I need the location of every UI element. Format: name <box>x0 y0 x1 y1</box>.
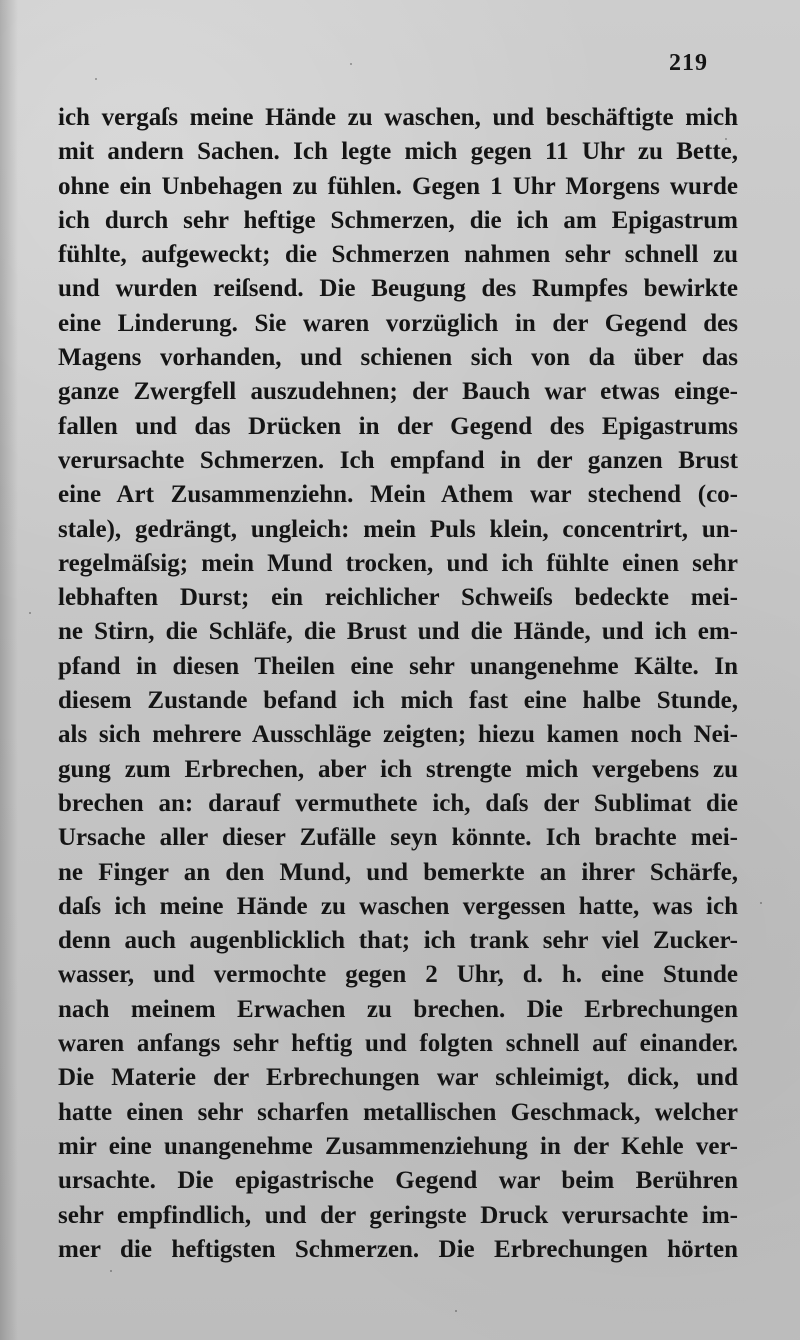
text-line: ganze Zwergfell auszudehnen; der Bauch war etwas einge- <box>58 378 738 406</box>
text-line: brechen an: darauf vermuthete ich, daſs der Sublimat die <box>58 789 738 817</box>
text-line: ne Finger an den Mund, und bemerkte an ihrer Schärfe, <box>58 858 738 886</box>
text-line: ne Stirn, die Schläfe, die Brust und die Hände, und ich em- <box>58 618 738 646</box>
text-line: ohne ein Unbehagen zu fühlen. Gegen 1 Uhr Morgens wurde <box>58 172 738 200</box>
text-line: Ursache aller dieser Zufälle seyn könnte. Ich brachte mei- <box>58 824 738 852</box>
text-line: wasser, und vermochte gegen 2 Uhr, d. h. eine Stunde <box>58 961 738 989</box>
text-line: pfand in diesen Theilen eine sehr unangenehme Kälte. In <box>58 652 738 680</box>
paper-speck <box>725 138 727 140</box>
text-line: nach meinem Erwachen zu brechen. Die Erbrechungen <box>58 995 738 1023</box>
text-line: ich durch sehr heftige Schmerzen, die ich am Epigastrum <box>58 206 738 234</box>
text-line: als sich mehrere Ausschläge zeigten; hiezu kamen noch Nei- <box>58 721 738 749</box>
text-line: sehr empfindlich, und der geringste Druck verursachte im- <box>58 1201 738 1229</box>
text-line: ich vergaſs meine Hände zu waschen, und beschäftigte mich <box>58 104 738 131</box>
text-line: fallen und das Drücken in der Gegend des Epigastrums <box>58 412 738 440</box>
text-line: waren anfangs sehr heftig und folgten schnell auf einander. <box>58 1030 738 1058</box>
text-line: daſs ich meine Hände zu waschen vergessen hatte, was ich <box>58 892 738 920</box>
text-line: diesem Zustande befand ich mich fast eine halbe Stunde, <box>58 687 738 715</box>
text-line: mer die heftigsten Schmerzen. Die Erbrechungen hörten <box>58 1235 738 1263</box>
text-line: mit andern Sachen. Ich legte mich gegen 11 Uhr zu Bette, <box>58 138 738 166</box>
paper-speck <box>110 1270 112 1272</box>
text-line: Magens vorhanden, und schienen sich von da über das <box>58 344 738 372</box>
paper-speck <box>350 63 352 65</box>
page-number: 219 <box>669 50 708 76</box>
paper-speck <box>29 612 31 614</box>
paper-speck <box>455 1310 457 1312</box>
page-edge-shadow <box>0 0 18 1340</box>
body-text <box>58 101 738 1267</box>
paper-speck <box>760 902 762 904</box>
text-line: verursachte Schmerzen. Ich empfand in der ganzen Brust <box>58 446 738 474</box>
paper-speck <box>95 78 97 80</box>
text-line: Die Materie der Erbrechungen war schleimigt, dick, und <box>58 1064 738 1092</box>
text-line: fühlte, aufgeweckt; die Schmerzen nahmen sehr schnell zu <box>58 241 738 269</box>
text-line: regelmäſsig; mein Mund trocken, und ich fühlte einen sehr <box>58 549 738 577</box>
text-line: ursachte. Die epigastrische Gegend war beim Berühren <box>58 1167 738 1195</box>
text-line: eine Art Zusammenziehn. Mein Athem war stechend (co- <box>58 481 738 509</box>
text-line: und wurden reiſsend. Die Beugung des Rumpfes bewirkte <box>58 275 738 303</box>
text-line: denn auch augenblicklich that; ich trank sehr viel Zucker- <box>58 927 738 955</box>
text-line: gung zum Erbrechen, aber ich strengte mich vergebens zu <box>58 755 738 783</box>
text-line: stale), gedrängt, ungleich: mein Puls klein, concentrirt, un- <box>58 515 738 543</box>
text-line: mir eine unangenehme Zusammenziehung in der Kehle ver- <box>58 1132 738 1160</box>
text-line: eine Linderung. Sie waren vorzüglich in der Gegend des <box>58 309 738 337</box>
text-line: hatte einen sehr scharfen metallischen Geschmack, welcher <box>58 1098 738 1126</box>
text-line: lebhaften Durst; ein reichlicher Schweiſs bedeckte mei- <box>58 584 738 612</box>
